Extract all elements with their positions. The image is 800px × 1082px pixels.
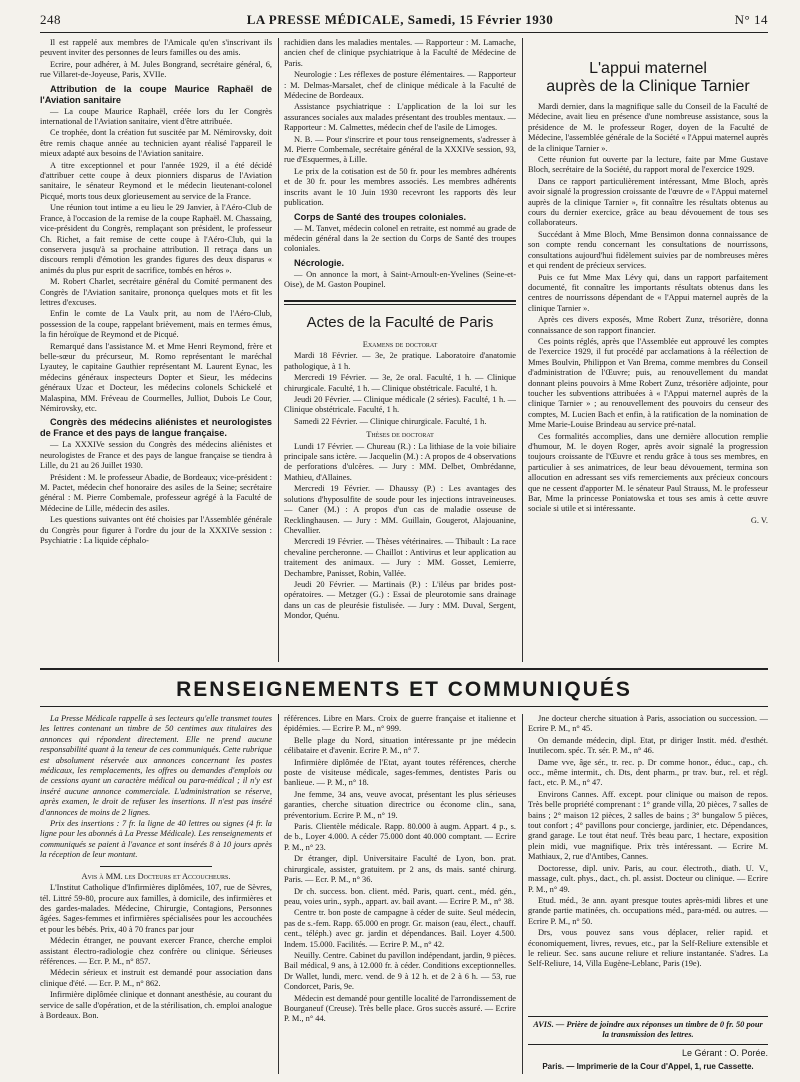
column-divider — [522, 714, 523, 1074]
article-paragraph: Cette réunion fut ouverte par la lecture, faite par Mme Gustave Bloch, secrétaire de la Société, du rapport moral de l'exercice 1929. — [528, 155, 768, 175]
classified-ad: Drs, vous pouvez sans vous déplacer, relier rapid. et économiquement, livres, revues, etc., par la Self-Reliure extensible et le relieur. Sec. sans aucune reliure et reliure instantanée. S'adres. La Self-Reliure, 14, Villa Eugène-Leblanc, Paris (19e). — [528, 928, 768, 969]
classified-ad: Paris. Clientèle médicale. Rapp. 80.000 à augm. Appart. 4 p., s. de b., Loyer 4.000. A céder 75.000 dont 40.000 comptant. — Ecrire P. M., n° 23. — [284, 822, 516, 852]
article-heading: Corps de Santé des troupes coloniales. — [294, 211, 467, 222]
section-rule — [40, 668, 768, 670]
article-paragraph: Les questions suivantes ont été choisies par l'Assemblée générale du Congrès pour figurer à l'ordre du jour de la XXXIVe session : Psychiatrie : La liquide céphalo- — [40, 515, 272, 546]
classified-ad: Médecin sérieux et instruit est demandé pour association dans clinique d'été. — Ecr. P. M., n° 862. — [40, 968, 272, 988]
classified-ad: références. Libre en Mars. Croix de guerre française et italienne et épidémies. — Ecrire P. M., n° 999. — [284, 714, 516, 734]
journal-title: LA PRESSE MÉDICALE, Samedi, 15 Février 1930 — [246, 12, 554, 27]
tarnier-title-line: auprès de la Clinique Tarnier — [546, 78, 750, 95]
classified-ad: Jne femme, 34 ans, veuve avocat, présentant les plus sérieuses garanties, cherche situation directrice ou économe clin., sana, préventorium. Ecrire P. M., n° 19. — [284, 789, 516, 820]
classified-ad: Environs Cannes. Aff. except. pour clinique ou maison de repos. Très belle propriété comprenant : 1° grande villa, 20 pièces, 7 salles de bains ; 2° maison 12 pièces, 2 salles de bains ; 3° bungalow 5 pièces, tout confort ; 4° pavillons pour concierge, jardinier, etc. Dépendances, grand garage. Le tout état neuf. Très beau parc, 1 hectare, exposition plein midi, vue magnifique. Prix très intéressant. — Ecrire M. Mathiaux, 2, rue d'Antibes, Cannes. — [528, 789, 768, 862]
faculte-subheading: Examens de doctorat — [362, 340, 438, 349]
article-paragraph: — La coupe Maurice Raphaël, créée lors du Ier Congrès international de l'Aviation sanitaire, vient d'être attribuée. — [40, 106, 272, 127]
notice-paragraph: Prix des insertions : 7 fr. la ligne de 40 lettres ou signes (4 fr. la ligne pour les abonnés à La Presse Médicale). Les renseignements et communiqués se paient à l'avance et sont insérés 8 à 10 jours après la réception de leur montant. — [40, 819, 272, 860]
imprimerie-line: Paris. — Imprimerie de la Cour d'Appel, 1, rue Cassette. — [542, 1062, 754, 1071]
amicale-paragraph: Il est rappelé aux membres de l'Amicale qu'en s'inscrivant ils peuvent inviter des personnes de leurs familles ou des amis. — [40, 38, 272, 58]
classified-ad: L'Institut Catholique d'Infirmières diplômées, 107, rue de Sèvres, tél. Littré 59-80, procure aux familles, à domicile, des infirmières et des gardes-malades. Médecine, Chirurgie, Contagions, Personnes âgées. Sages-femmes et infirmières spécialisées pour les accouchées et pour les bébés. Prix, 40 à 70 francs par jour — [40, 883, 272, 934]
article-paragraph: Président : M. le professeur Abadie, de Bordeaux; vice-président : M. Pactet, médecin chef honoraire des asiles de la Seine; secrétaire général : M. Pierre Combemale, professeur agrégé à la Faculté de Médecine de Lille, médecin des asiles. — [40, 472, 272, 513]
classified-ad: Médecin est demandé pour gentille localité de l'arrondissement de Bourganeuf (Creuse). Très belle place. Gros succès assuré. — Ecrire P. M., n° 44. — [284, 993, 516, 1024]
signature: G. V. — [750, 515, 768, 525]
classified-ad: Neuilly. Centre. Cabinet du pavillon indépendant, jardin, 9 pièces. Bail médical, 9 ans, à 12.000 fr. à céder. Conditions exceptionnelles. Dr Wallet, lundi, merc. vend. de 9 à 12 h. et de 2 à 6 h. — 53, rue Condorcet, Paris, 9e. — [284, 950, 516, 992]
renseignements-column-2 — [284, 714, 516, 1074]
page-header — [40, 12, 768, 32]
article-paragraph: Le prix de la cotisation est de 50 fr. pour les membres adhérents et de 30 fr. pour les membres associés. Les membres adhérents inscrits avant le 10 Juin 1930 recevront les rapports dès leur publication. — [284, 166, 516, 208]
column-divider — [522, 38, 523, 662]
article-paragraph: Neurologie : Les réflexes de posture élémentaires. — Rapporteur : M. Delmas-Marsalet, chef de clinique médicale à la Faculté de Médecine de Bordeaux. — [284, 70, 516, 101]
article-paragraph: Remarqué dans l'assistance M. et Mme Henri Reymond, frère et belle-sœur du précurseur, M. Romo représentant le maréchal Lyautey, le capitaine Gauthier représentant M. Laurent Eynac, les médecins généraux inspecteurs Dopter et Sieur, les médecins généraux Uzac et Docteur, les médecins colonels Schickelé et Malaspina, MM. Fréveau de Courmelles, Julliot, Dubois Le Cour, Némirovsky, etc. — [40, 341, 272, 413]
classified-ad: Doctoresse, dipl. univ. Paris, au cour. électroth., diath. U. V., massage, cult. phys., dact., ch. pl. assist. Docteur ou clinique. — Ecrire P. M., n° 49. — [528, 863, 768, 894]
article-paragraph: — M. Tanvet, médecin colonel en retraite, est nommé au grade de médecin général dans la 2e section du Corps de Santé des troupes coloniales. — [284, 223, 516, 254]
exam-line: Mercredi 19 Février. — 3e, 2e oral. Faculté, 1 h. — Clinique chirurgicale. Faculté, 1 h. — Clinique obstétricale. Faculté, 1 h. — [284, 373, 516, 393]
tarnier-title — [528, 60, 768, 96]
article-paragraph: — On annonce la mort, à Saint-Arnoult-en-Yvelines (Seine-et-Oise), de M. Gaston Poupinel. — [284, 269, 516, 290]
classified-ad: Dame vve, âge sér., tr. rec. p. Dr comme honor., éduc., cap., ch. occ., même intermit., ch. Dts, dent pharm., pr trav. bur., rel. et régl. fact., etc. P. M., n° 47. — [528, 757, 768, 788]
classified-ad: Jne docteur cherche situation à Paris, association ou succession. — Ecrire P. M., n° 45. — [528, 714, 768, 734]
article-paragraph: Enfin le comte de La Vaulx prit, au nom de l'Aéro-Club, possession de la coupe, rappelant brièvement, mais en termes émus, la fin héroïque de Reymond et de Picqué. — [40, 309, 272, 340]
article-paragraph: Assistance psychiatrique : L'application de la loi sur les assurances sociales aux malades présentant des troubles mentaux. — Rapporteur : M. Calmettes, médecin chef de l'asile de Limoges. — [284, 102, 516, 133]
tarnier-title-line: L'appui maternel — [589, 60, 707, 77]
article-paragraph: — La XXXIVe session du Congrès des médecins aliénistes et neurologistes de France et des pays de langue française se tiendra à Lille, du 21 au 26 Juillet 1930. — [40, 440, 272, 471]
classified-ad: Infirmière diplômée clinique et donnant anesthésie, au courant du service de salle d'opération, et de la stérilisation, ch. emploi analogue à Bordeaux. Bon. — [40, 990, 272, 1020]
classified-ad: Etud. méd., 3e ann. ayant presque toutes après-midi libres et une grande partie matinées, ch. occupations méd., para-méd. ou autres. — Ecrire P. M., n° 50. — [528, 895, 768, 926]
article-paragraph: rachidien dans les maladies mentales. — Rapporteur : M. Lamache, ancien chef de clinique psychiatrique à la Faculté de Médecine de Paris. — [284, 38, 516, 68]
renseignements-column-1 — [40, 714, 272, 1074]
classified-ad: Infirmière diplômée de l'Etat, ayant toutes références, cherche poste de visiteuse médicale, sages-femmes, dentistes Paris ou banlieue. — P. M., n° 18. — [284, 757, 516, 788]
article-paragraph: Après ces divers exposés, Mme Robert Zunz, trésorière, donna connaissance de son rapport financier. — [528, 315, 768, 335]
article-heading: Attribution de la coupe Maurice Raphaël de l'Aviation sanitaire — [40, 83, 272, 105]
article-paragraph: Ce trophée, dont la création fut suscitée par M. Némirovsky, doit être remis chaque année au technicien ayant réalisé l'appareil le mieux adapté aux besoins de l'Aviation sanitaire. — [40, 128, 272, 159]
divider — [100, 866, 212, 867]
faculte-subheading: Thèses de doctorat — [366, 430, 434, 440]
article-paragraph: A titre exceptionnel et pour l'année 1929, il a été décidé d'attribuer cette coupe à deux pionniers disparus de l'Aviation sanitaire, le sénateur Reymond et le médecin lieutenant-colonel Picqué, morts tous deux glorieusement au service de la France. — [40, 160, 272, 201]
thesis-line: Jeudi 20 Février. — Martinais (P.) : L'iléus par brides post-opératoires. — Metzger (G.) : Essai de pleurotomie sans drainage dans un cas de pleurésie fistulisée. — Jury : MM. Duval, Sergent, Mondor, Quénu. — [284, 579, 516, 621]
column-divider — [278, 714, 279, 1074]
exam-line: Mardi 18 Février. — 3e, 2e pratique. Laboratoire d'anatomie pathologique, à 1 h. — [284, 351, 516, 371]
section-rule — [40, 706, 768, 707]
article-paragraph: Ces formalités accomplies, dans une dernière allocution remplie d'humour, M. le doyen Roger, après avoir signalé la progression toujours croissante de l'Œuvre et rendu grâce à tous ses membres, en particulier à ses animatrices, de leur beau dévouement, termina son allocution en adressant ses vifs remerciements aux précieux concours que ne cessent d'apporter M. le sénateur Paul Strauss, M. le professeur Bar, Mme la princesse Poniatowska et tous ses amis à cette œuvre sociale si utile et si intéressante. — [528, 431, 768, 514]
avis-box: AVIS. — Prière de joindre aux réponses un timbre de 0 fr. 50 pour la transmission des lettres. — [528, 1016, 768, 1045]
article-paragraph: Ces points réglés, après que l'Assemblée eut approuvé les comptes de l'exercice 1929, il fut procédé par acclamations à la réélection de Mmes Boulvin, Philippon et Van Brema, comme membres du Conseil d'administration de l'Œuvre; puis, au renouvellement du mandat donnant pleins pouvoirs à Mme Robert Zunz, trésorière adjointe, pour toucher les subventions attribuées à « l'Appui maternel auprès de la clinique Tarnier » ; au renouvellement des pouvoirs du censeur des comptes, M. Lucien Bach et enfin, à la ratification de la nomination de Mme Marie-Louise Brindeau au service pré-natal. — [528, 336, 768, 430]
faculte-list — [284, 340, 516, 662]
classified-ad: On demande médecin, dipl. Etat, pr diriger Instit. méd. d'esthét. Inutilecom. spéc. Tr. sér. P. M., n° 46. — [528, 735, 768, 756]
header-rule — [40, 32, 768, 33]
thesis-line: Lundi 17 Février. — Chureau (R.) : La lithiase de la voie biliaire principale sans ictère. — Jacquelin (M.) : A propos de 4 observations de perforations d'ulcères. — Jury : MM. Delbet, Ombrédanne, Mathieu, d'Allaines. — [284, 441, 516, 482]
article-heading: Congrès des médecins aliénistes et neurologistes de France et des pays de langue française. — [40, 417, 272, 439]
box-rule — [284, 300, 516, 302]
article-paragraph: Succédant à Mme Bloch, Mme Bensimon donna connaissance de son compte rendu concernant les consultations de nourrissons, consultations aujourd'hui fidèlement suivies par de nombreuses mères et qui rendent de précieux services. — [528, 229, 768, 271]
tarnier-article — [528, 102, 768, 662]
exam-line: Jeudi 20 Février. — Clinique médicale (2 séries). Faculté, 1 h. — Clinique obstétricale. Faculté, 1 h. — [284, 395, 516, 415]
issue-number: N° 14 — [734, 12, 768, 27]
notice-paragraph: La Presse Médicale rappelle à ses lecteurs qu'elle transmet toutes les lettres contenant un timbre de 50 centimes aux titulaires des annonces qui répondent directement. Elle ne prend aucune responsabilité quant à la teneur de ces communiqués. Cette rubrique est absolument réservée aux annonces concernant les postes médicaux, les remplacements, les offres ou demandes d'emplois ou de cessions ayant un caractère médical ou para-médical ; il n'y est inséré aucune annonce commerciale. L'administration se réserve, après examen, le droit de refuser les insertions. Il n'est pas inséré d'annonces de moins de 2 lignes. — [40, 714, 272, 817]
article-paragraph: M. Robert Charlet, secrétaire général du Comité permanent des Congrès de l'Aviation sanitaire, prononça quelques mots et fit les lettres d'excuses. — [40, 277, 272, 307]
column-1 — [40, 38, 272, 662]
article-paragraph: Mardi dernier, dans la magnifique salle du Conseil de la Faculté de Médecine, avait lieu en présence d'une nombreuse assistance, sous la présidence de M. le professeur Roger, doyen de la Faculté de Médecine, l'assemblée générale de la Société « l'Appui maternel auprès de la clinique Tarnier ». — [528, 102, 768, 153]
gerant-line: Le Gérant : O. Porée. — [681, 1048, 768, 1058]
renseignements-column-3 — [528, 714, 768, 1014]
section-title: RENSEIGNEMENTS ET COMMUNIQUÉS — [176, 678, 632, 701]
classified-ad: Médecin étranger, ne pouvant exercer France, cherche emploi assistant électro-radiologie chez confrère ou clinique. Sérieuses références. — Ecr. P. M., n° 857. — [40, 936, 272, 966]
article-heading: Nécrologie. — [294, 257, 345, 268]
column-divider — [278, 38, 279, 662]
article-paragraph: Dans ce rapport particulièrement intéressant, Mme Bloch, après avoir signalé la progression croissante de l'œuvre de « l'Appui maternel auprès de la clinique Tarnier », fit connaître les résultats obtenus au cours du dernier exercice, grâce au beau dévouement de tous ses collaborateurs. — [528, 176, 768, 228]
thesis-line: Mercredi 19 Février. — Dhaussy (P.) : Les avantages des solutions d'hyposulfite de soude pour les injections intraveineuses. — Caner (M.) : A propos d'un cas de maladie osseuse de Recklinghausen. — Jury : MM. Guillain, Gougerot, Alajouanine, Chevallier. — [284, 484, 516, 535]
classified-ad: Dr ch. success. bon. client. méd. Paris, quart. cent., méd. gén., peau, voies urin., syph., appart. av. bail avant. — Ecrire P. M., n° 38. — [284, 886, 516, 906]
box-rule — [284, 304, 516, 305]
avis-heading: Avis à MM. les Docteurs et Accoucheurs. — [81, 871, 231, 881]
classified-ad: Dr étranger, dipl. Universitaire Faculté de Lyon, bon. prat. chirurgicale, assister, gratuitem. pr 2 ans, ds mais. santé chirurg. Paris. — Ecr. P. M., n° 36. — [284, 854, 516, 885]
amicale-paragraph: Ecrire, pour adhérer, à M. Jules Bongrand, secrétaire général, 6, rue Villaret-de-Joyeuse, Paris, XVIIe. — [40, 59, 272, 80]
exam-line: Samedi 22 Février. — Clinique chirurgicale. Faculté, 1 h. — [294, 416, 487, 426]
article-paragraph: N. B. — Pour s'inscrire et pour tous renseignements, s'adresser à M. Pierre Combemale, secrétaire général de la XXXIVe session, 93, rue d'Esquermes, à Lille. — [284, 134, 516, 165]
article-paragraph: Puis ce fut Mme Max Lévy qui, dans un rapport parfaitement documenté, fit connaître les importants résultats obtenus dans les centres de nourrissons dépendant de « l'Appui maternel auprès de la clinique Tarnier ». — [528, 272, 768, 313]
classified-ad: Belle plage du Nord, situation intéressante pr jne médecin célibataire et d'avenir. Ecrire P. M., n° 7. — [284, 735, 516, 756]
faculte-title: Actes de la Faculté de Paris — [306, 314, 494, 331]
column-2 — [284, 38, 516, 294]
thesis-line: Mercredi 19 Février. — Thèses vétérinaires. — Thibault : La race chevaline percheronne. — Chaillot : Antivirus et leur application au traitement des animaux. — Jury : MM. Gosset, Lemierre, Dechambre, Panisset, Robin, Vallée. — [284, 537, 516, 578]
classified-ad: Centre tr. bon poste de campagne à céder de suite. Seul médecin, pas de s.-fem. Rapp. 65.000 en progr. Gr. maison (eau, élect., chauff. cent., téléph.) avec gr. jardin et dépendances. Bail. Loyer 4.500. Indem. 15.000. Facilités. — Ecrire P. M., n° 42. — [284, 908, 516, 949]
page-number: 248 — [40, 12, 61, 27]
article-paragraph: Une réunion tout intime a eu lieu le 29 Janvier, à l'Aéro-Club de France, à l'occasion de la remise de la coupe Raphaël. M. Chassaing, vice-président du Congrès, remplaçant son président, le professeur Ch. Richet, a fait remise de cette coupe à l'Aéro-Club, qui la conservera jusqu'à sa prochaine attribution. Il retraça dans un discours rempli d'émotion les grandes figures des deux disparus « animés du plus pur esprit de sacrifice, tombés en héros ». — [40, 203, 272, 275]
